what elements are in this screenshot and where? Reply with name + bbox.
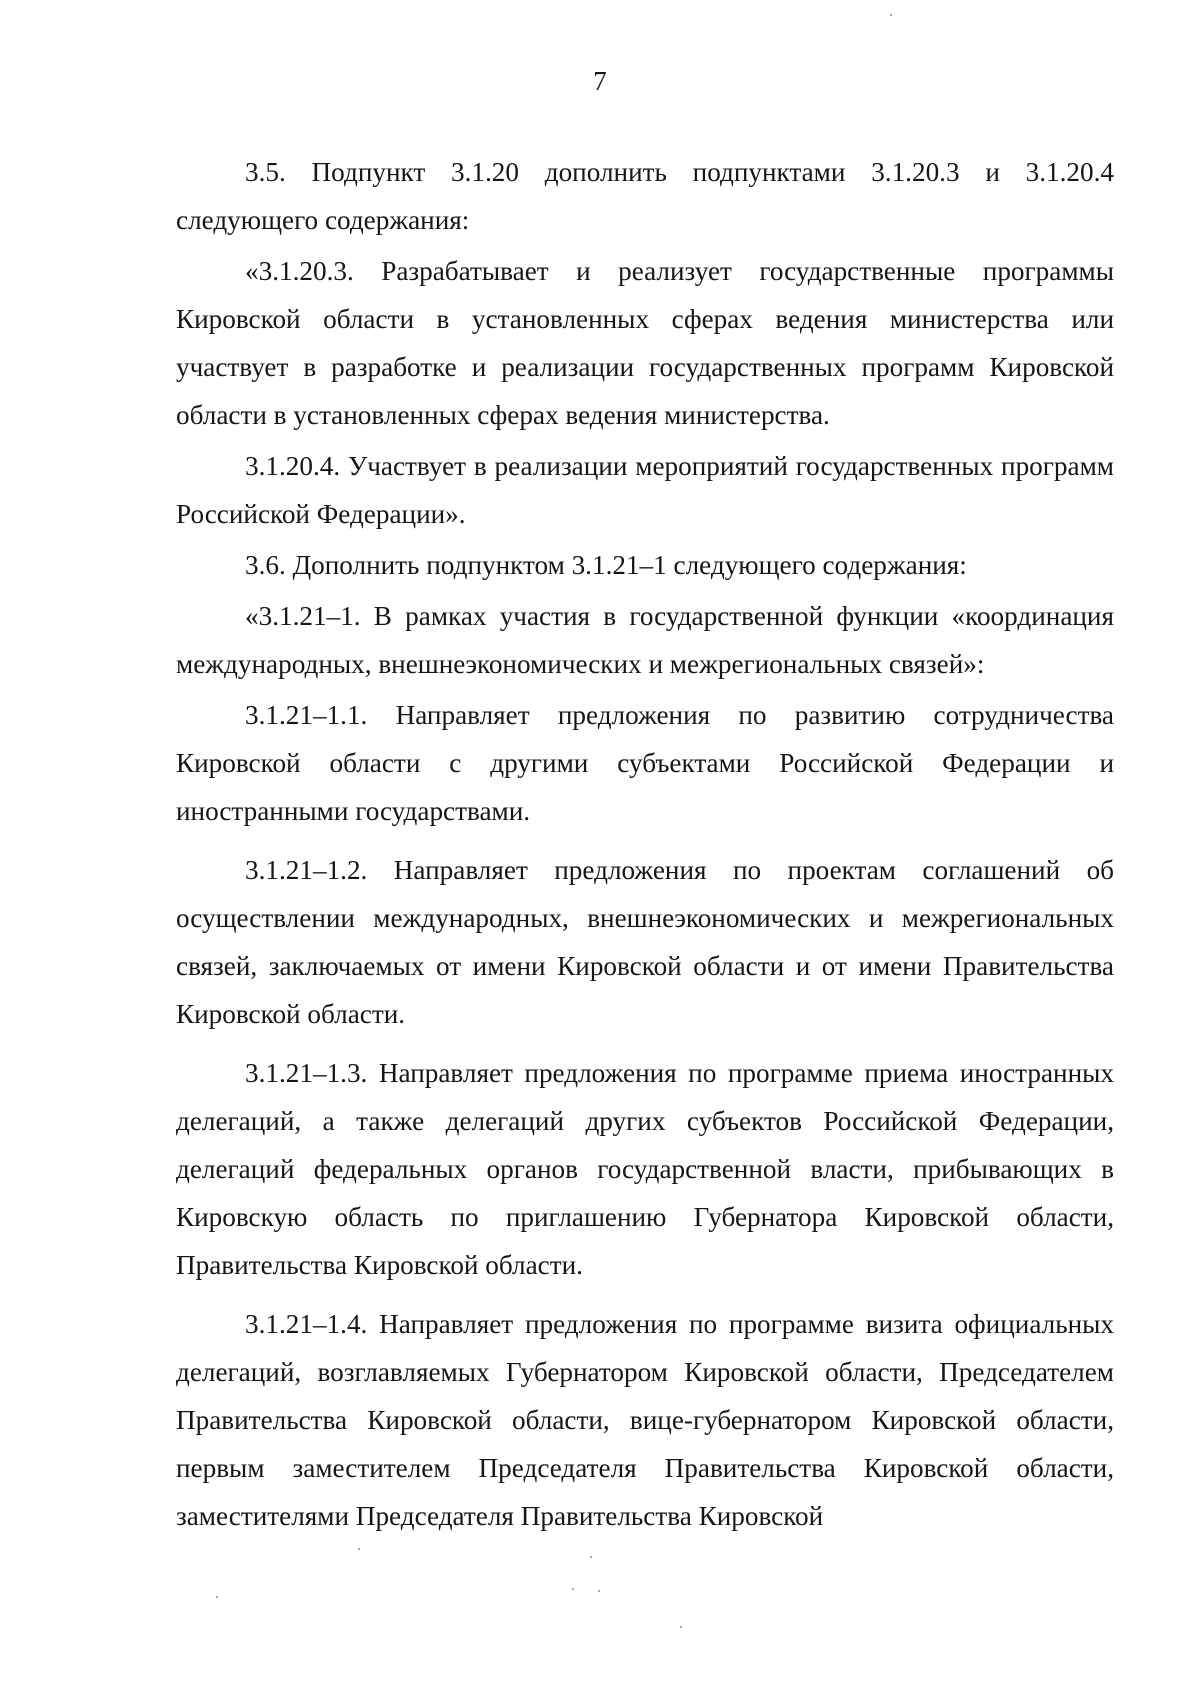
scan-speck: [590, 1556, 592, 1558]
scan-speck: [598, 1590, 600, 1592]
scan-speck: [890, 14, 892, 16]
scan-speck: [216, 1596, 218, 1598]
paragraph: 3.1.21–1.2. Направляет предложения по проектам соглашений об осуществлении международных, внешнеэкономических и межрегиональных связей, заключаемых от имени Кировской области и от имени Правительства Кировской области.: [176, 855, 1114, 1029]
paragraph: «3.1.21–1. В рамках участия в государственной функции «координация международных, внешнеэкономических и межрегиональных связей»:: [176, 601, 1114, 679]
paragraph: 3.1.21–1.4. Направляет предложения по программе визита официальных делегаций, возглавляемых Губернатором Кировской области, Председателем Правительства Кировской области, вице-губернатором Кировской области, первым заместителем Председателя Правительства Кировской области, заместителями Председателя Правительства Кировской: [176, 1309, 1114, 1531]
page-number: 7: [593, 66, 607, 96]
paragraph: «3.1.20.3. Разрабатывает и реализует государственные программы Кировской области в установленных сферах ведения министерства или участвует в разработке и реализации государственных программ Кировской области в установленных сферах ведения министерства.: [176, 256, 1114, 430]
paragraph: 3.1.20.4. Участвует в реализации мероприятий государственных программ Российской Федерации».: [176, 451, 1114, 529]
paragraph: 3.5. Подпункт 3.1.20 дополнить подпунктами 3.1.20.3 и 3.1.20.4 следующего содержания:: [176, 157, 1114, 235]
document-body: [176, 148, 1114, 1543]
scan-speck: [572, 1588, 574, 1590]
scan-speck: [358, 1548, 360, 1550]
paragraph: 3.1.21–1.1. Направляет предложения по развитию сотрудничества Кировской области с другими субъектами Российской Федерации и иностранными государствами.: [176, 700, 1114, 826]
paragraph: 3.1.21–1.3. Направляет предложения по программе приема иностранных делегаций, а также делегаций других субъектов Российской Федерации, делегаций федеральных органов государственной власти, прибывающих в Кировскую область по приглашению Губернатора Кировской области, Правительства Кировской области.: [176, 1058, 1114, 1280]
paragraph: 3.6. Дополнить подпунктом 3.1.21–1 следующего содержания:: [245, 550, 967, 580]
scan-speck: [680, 1626, 682, 1628]
